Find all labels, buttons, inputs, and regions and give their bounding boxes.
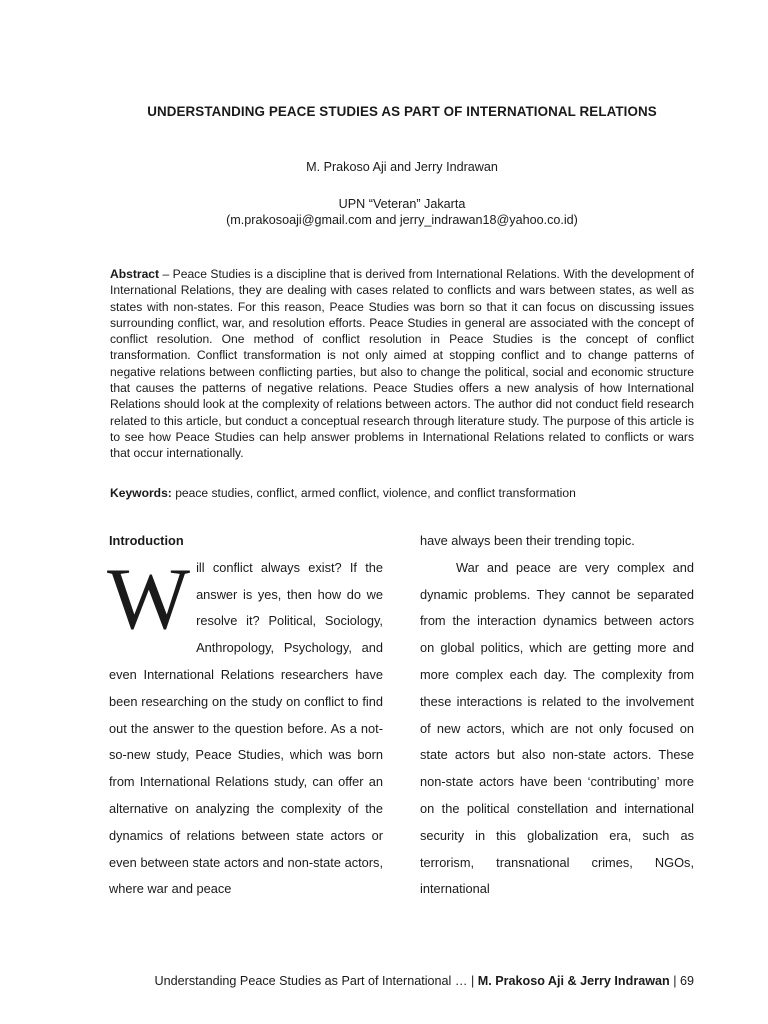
- footer-authors: M. Prakoso Aji & Jerry Indrawan: [477, 974, 670, 988]
- intro-paragraph: [107, 550, 383, 903]
- continued-line: have always been their trending topic.: [420, 533, 635, 548]
- page-footer: [155, 974, 694, 988]
- running-title: Understanding Peace Studies as Part of International … |: [154, 974, 478, 988]
- section-heading: Introduction: [109, 533, 184, 548]
- paragraph-2: War and peace are very complex and dynamic problems. They cannot be separated from the interaction dynamics between actors on global politics, which are getting more and more complex each day. The complexity from these interactions is related to the involvement of new actors, which are not only focused on state actors but also non-state actors. These non-state actors have been ‘contributing’ more on the political constellation and international security in this globalization era, such as terrorism, transnational crimes, NGOs, international: [420, 559, 694, 897]
- keywords-label: Keywords:: [110, 486, 172, 500]
- author-names: M. Prakoso Aji and Jerry Indrawan: [306, 160, 498, 174]
- affiliation-block: [0, 196, 768, 228]
- paper-title: UNDERSTANDING PEACE STUDIES AS PART OF INTERNATIONAL RELATIONS: [147, 104, 657, 119]
- right-column: [420, 528, 694, 903]
- abstract-label: Abstract: [110, 267, 160, 281]
- page-number: | 69: [669, 974, 694, 988]
- author-emails: (m.prakosoaji@gmail.com and jerry_indrawan18@yahoo.co.id): [226, 213, 578, 227]
- affiliation: UPN “Veteran” Jakarta: [338, 197, 466, 211]
- abstract-text: – Peace Studies is a discipline that is derived from International Relations. With the development of International Relations, they are dealing with cases related to conflicts and wars between states, as well as states with non-states. For this reason, Peace Studies was born so that it can focus on discussing issues surrounding conflict, war, and resolution efforts. Peace Studies in general are associated with the concept of conflict resolution. One method of conflict resolution in Peace Studies is the concept of conflict transformation. Conflict transformation is not only aimed at stopping conflict and to change patterns of negative relations between conflicting parties, but also to change the political, social and economic structure that causes the patterns of negative relations. Peace Studies offers a new analysis of how International Relations should look at the complexity of relations between actors. The author did not conduct field research related to this article, but conduct a conceptual research through literature study. The purpose of this article is to see how Peace Studies can help answer problems in International Relations related to conflicts or wars that occur internationally.: [110, 267, 694, 461]
- abstract: [110, 266, 694, 462]
- drop-cap: W: [107, 550, 191, 648]
- intro-text: ill conflict always exist? If the answer is yes, then how do we resolve it? Political, Sociology, Anthropology, Psychology, and even International Relations researchers have been researching on the study on conflict to find out the answer to the question before. As a not-so-new study, Peace Studies, which was born from International Relations study, can offer an alternative on analyzing the complexity of the dynamics of relations between state actors or even between state actors and non-state actors, where war and peace: [109, 559, 383, 897]
- keywords-text: peace studies, conflict, armed conflict, violence, and conflict transformation: [171, 486, 576, 500]
- left-column: [109, 528, 383, 903]
- keywords: [110, 486, 694, 500]
